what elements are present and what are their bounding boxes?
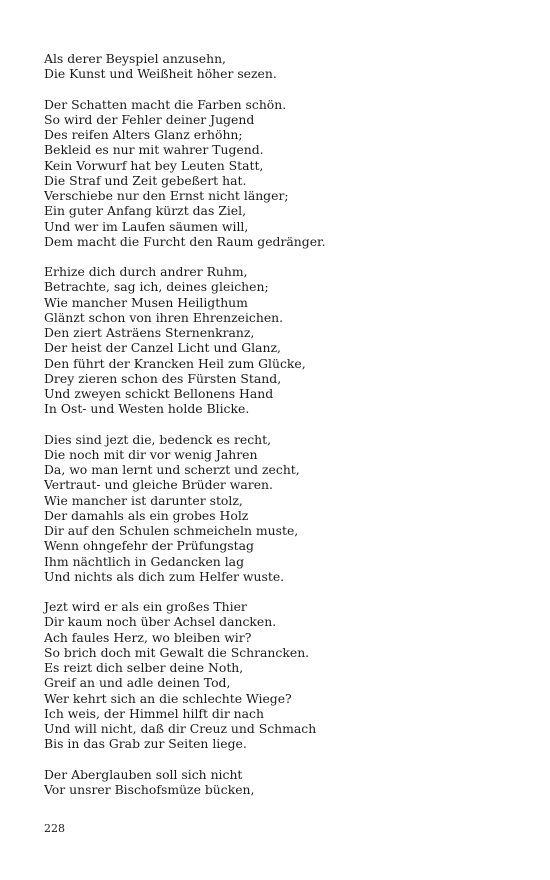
verse-line: Die Kunst und Weißheit höher sezen. [44, 66, 277, 82]
poem [44, 51, 514, 812]
verse-line: Die noch mit dir vor wenig Jahren [44, 446, 258, 462]
verse-line: Als derer Beyspiel anzusehn, [44, 51, 226, 66]
verse-line: Der Aberglauben soll sich nicht [44, 766, 243, 782]
verse-line: Bekleid es nur mit wahrer Tugend. [44, 142, 264, 158]
verse-line: Des reifen Alters Glanz erhöhn; [44, 127, 243, 142]
verse-line: Verschiebe nur den Ernst nicht länger; [44, 188, 289, 203]
verse-line: Dies sind jezt die, bedenck es recht, [44, 431, 272, 447]
stanza [44, 97, 514, 250]
verse-line: Da, wo man lernt und scherzt und zecht, [44, 462, 300, 477]
verse-line: Und nichts als dich zum Helfer wuste. [44, 568, 285, 584]
stanza [44, 264, 514, 417]
stanza [44, 432, 514, 585]
verse-line: Und wer im Laufen säumen will, [44, 218, 249, 234]
stanza [44, 767, 514, 798]
verse-line: Den ziert Asträens Sternenkranz, [44, 325, 255, 340]
verse-line: Ein guter Anfang kürzt das Ziel, [44, 203, 247, 219]
stanza [44, 51, 514, 82]
verse-line: Bis in das Grab zur Seiten liege. [44, 736, 247, 752]
verse-line: Der Schatten macht die Farben schön. [44, 96, 287, 112]
verse-line: Und zweyen schickt Bellonens Hand [44, 386, 274, 401]
verse-line: Dir kaum noch über Achsel dancken. [44, 614, 277, 630]
verse-line: Glänzt schon von ihren Ehrenzeichen. [44, 309, 284, 325]
verse-line: Drey zieren schon des Fürsten Stand, [44, 370, 282, 386]
verse-line: Greif an und adle deinen Tod, [44, 675, 231, 691]
verse-line: Den führt der Krancken Heil zum Glücke, [44, 355, 306, 371]
verse-line: Es reizt dich selber deine Noth, [44, 660, 244, 675]
verse-line: Ach faules Herz, wo bleiben wir? [44, 629, 252, 645]
verse-line: Wie mancher ist darunter stolz, [44, 492, 243, 508]
verse-line: Und will nicht, daß dir Creuz und Schmach [44, 721, 317, 736]
verse-line: Wer kehrt sich an die schlechte Wiege? [44, 690, 292, 706]
verse-line: Wie mancher Musen Heiligthum [44, 294, 248, 310]
verse-line: Erhize dich durch andrer Ruhm, [44, 264, 248, 279]
verse-line: Dem macht die Furcht den Raum gedränger. [44, 233, 326, 249]
verse-line: Vor unsrer Bischofsmüze bücken, [44, 781, 255, 797]
verse-line: Dir auf den Schulen schmeicheln muste, [44, 523, 299, 538]
verse-line: Der heist der Canzel Licht und Glanz, [44, 340, 281, 356]
verse-line: In Ost- und Westen holde Blicke. [44, 401, 250, 417]
verse-line: Wenn ohngefehr der Prüfungstag [44, 538, 254, 554]
verse-line: Jezt wird er als ein großes Thier [44, 599, 247, 614]
verse-line: Kein Vorwurf hat bey Leuten Statt, [44, 157, 264, 173]
verse-line: Der damahls als ein grobes Holz [44, 507, 249, 523]
verse-line: So brich doch mit Gewalt die Schrancken. [44, 644, 310, 660]
stanza [44, 599, 514, 752]
verse-line: Vertraut- und gleiche Brüder waren. [44, 477, 273, 493]
page-number: 228 [44, 822, 65, 835]
verse-line: Ich weis, der Himmel hilft dir nach [44, 705, 264, 721]
verse-line: Ihm nächtlich in Gedancken lag [44, 553, 245, 569]
verse-line: Betrachte, sag ich, deines gleichen; [44, 279, 269, 295]
verse-line: So wird der Fehler deiner Jugend [44, 111, 255, 127]
verse-line: Die Straf und Zeit gebeßert hat. [44, 172, 247, 188]
